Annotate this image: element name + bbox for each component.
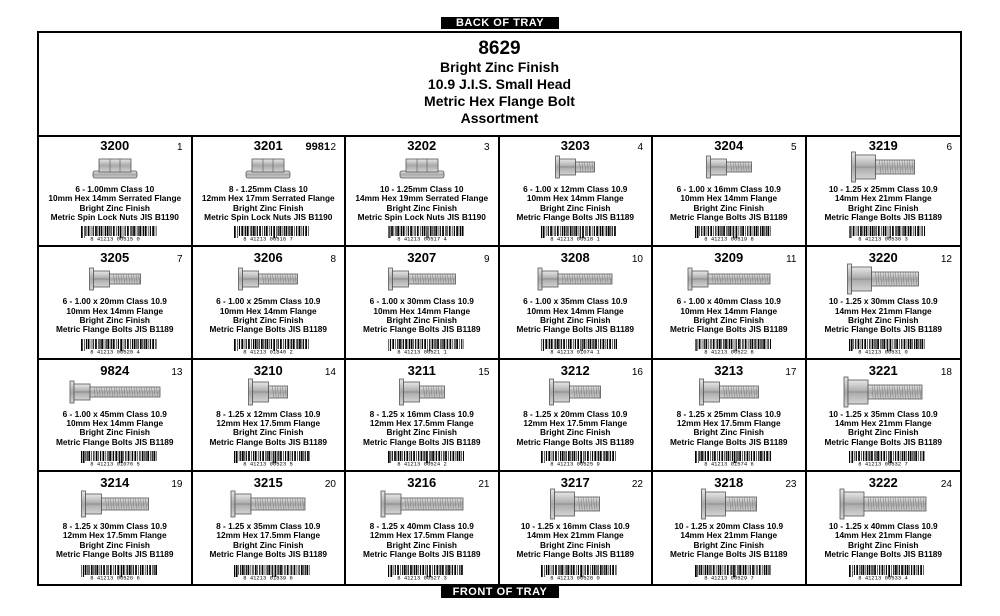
flange-nut-image xyxy=(39,151,191,183)
part-description xyxy=(502,185,650,223)
compartment-3221 xyxy=(807,360,961,472)
description-line: Bright Zinc Finish xyxy=(232,427,304,438)
part-number: 3216 xyxy=(407,474,437,490)
barcode xyxy=(226,565,310,580)
description-line: 14mm Hex 21mm Flange xyxy=(834,193,932,204)
description-line: Bright Zinc Finish xyxy=(386,427,458,438)
description-line: 8 - 1.25 x 16mm Class 10.9 xyxy=(369,408,474,419)
flange-bolt-image xyxy=(193,376,345,408)
compartment-index: 19 xyxy=(171,478,183,490)
flange-bolt-image xyxy=(346,488,498,520)
description-line: 6 - 1.00 x 30mm Class 10.9 xyxy=(369,296,474,307)
title-line-assortment: Assortment xyxy=(460,110,539,126)
description-line: 12mm Hex 17.5mm Flange xyxy=(369,530,474,541)
description-line: 12mm Hex 17.5mm Flange xyxy=(216,417,321,428)
description-line: Metric Flange Bolts JIS B1189 xyxy=(362,436,481,447)
description-line: 10 - 1.25 x 25mm Class 10.9 xyxy=(828,184,938,194)
upc-code: 8 41213 00525 9 xyxy=(550,460,601,466)
description-line: 14mm Hex 19mm Serrated Flange xyxy=(355,193,489,204)
compartment-3204 xyxy=(653,135,807,247)
compartment-index: 17 xyxy=(785,366,797,378)
barcode xyxy=(380,339,464,354)
part-number: 3210 xyxy=(253,362,283,378)
barcode xyxy=(226,226,310,241)
flange-nut-image xyxy=(346,151,498,183)
description-line: 14mm Hex 21mm Flange xyxy=(834,530,932,541)
barcode xyxy=(533,339,617,354)
upc-code: 8 41213 00520 4 xyxy=(89,348,140,354)
barcode xyxy=(73,226,157,241)
description-line: Bright Zinc Finish xyxy=(847,315,919,326)
description-line: 6 - 1.00 x 45mm Class 10.9 xyxy=(62,408,167,419)
compartment-3218 xyxy=(653,472,807,584)
title-line-grade: 10.9 J.I.S. Small Head xyxy=(427,76,572,92)
compartment-3210 xyxy=(193,360,347,472)
description-line: 8 - 1.25 x 30mm Class 10.9 xyxy=(62,520,167,531)
part-description xyxy=(348,297,496,335)
description-line: Bright Zinc Finish xyxy=(847,539,919,550)
barcode xyxy=(533,451,617,466)
part-number: 3201 xyxy=(253,138,283,153)
description-line: 14mm Hex 21mm Flange xyxy=(526,530,624,541)
barcode xyxy=(380,451,464,466)
assortment-number: 8629 xyxy=(478,38,521,59)
barcode xyxy=(687,565,771,580)
description-line: Metric Flange Bolts JIS B1189 xyxy=(55,436,174,447)
part-number: 3221 xyxy=(868,362,898,378)
description-line: Bright Zinc Finish xyxy=(79,427,151,438)
compartment-3222 xyxy=(807,472,961,584)
compartment-3211 xyxy=(346,360,500,472)
description-line: Metric Flange Bolts JIS B1189 xyxy=(669,436,788,447)
compartment-index: 13 xyxy=(171,366,183,378)
compartment-3213 xyxy=(653,360,807,472)
barcode xyxy=(226,339,310,354)
compartment-index: 24 xyxy=(940,478,952,490)
compartment-index: 11 xyxy=(786,254,797,266)
description-line: 10mm Hex 14mm Flange xyxy=(680,193,778,204)
part-number: 3202 xyxy=(407,138,437,153)
compartment-3219 xyxy=(807,135,961,247)
compartment-3200 xyxy=(39,135,193,247)
upc-code: 8 41213 00529 7 xyxy=(703,574,754,580)
description-line: 8 - 1.25 x 35mm Class 10.9 xyxy=(216,520,321,531)
flange-bolt-image xyxy=(193,263,345,295)
title-line-finish: Bright Zinc Finish xyxy=(440,59,559,75)
barcode xyxy=(687,339,771,354)
description-line: Metric Flange Bolts JIS B1189 xyxy=(516,324,635,335)
description-line: 10 - 1.25 x 20mm Class 10.9 xyxy=(674,520,784,531)
description-line: Bright Zinc Finish xyxy=(693,539,765,550)
title-line-product: Metric Hex Flange Bolt xyxy=(424,93,575,109)
barcode xyxy=(687,226,771,241)
barcode xyxy=(841,451,925,466)
flange-bolt-image xyxy=(807,376,961,408)
description-line: Metric Flange Bolts JIS B1189 xyxy=(55,324,174,335)
compartment-index: 4 xyxy=(637,142,643,153)
compartment-index: 10 xyxy=(631,254,643,266)
part-number: 3212 xyxy=(560,362,590,378)
compartment-index: 21 xyxy=(478,478,490,490)
compartment-index: 9 xyxy=(483,254,490,266)
description-line: Bright Zinc Finish xyxy=(539,202,611,213)
compartment-3207 xyxy=(346,247,500,359)
part-description xyxy=(809,185,959,223)
part-description xyxy=(809,410,959,448)
barcode xyxy=(841,226,925,241)
part-description xyxy=(195,185,343,223)
barcode xyxy=(841,339,925,354)
compartment-index: 2 xyxy=(330,142,336,153)
description-line: 12mm Hex 17.5mm Flange xyxy=(216,530,321,541)
upc-code: 8 41213 01074 1 xyxy=(550,348,601,354)
part-description xyxy=(809,297,959,335)
part-description xyxy=(195,297,343,335)
description-line: Metric Flange Bolts JIS B1189 xyxy=(824,212,943,223)
barcode xyxy=(226,451,310,466)
description-line: 10 - 1.25 x 35mm Class 10.9 xyxy=(828,408,938,419)
description-line: Metric Flange Bolts JIS B1189 xyxy=(669,212,788,223)
description-line: Bright Zinc Finish xyxy=(79,315,151,326)
description-line: Metric Flange Bolts JIS B1189 xyxy=(824,548,943,559)
upc-code: 8 41213 00528 0 xyxy=(550,574,601,580)
description-line: Bright Zinc Finish xyxy=(847,202,919,213)
part-description xyxy=(655,522,803,560)
compartment-3212 xyxy=(500,360,654,472)
part-description xyxy=(195,410,343,448)
description-line: Metric Flange Bolts JIS B1189 xyxy=(362,548,481,559)
part-number: 3205 xyxy=(100,250,130,266)
compartment-3214 xyxy=(39,472,193,584)
upc-code: 8 41213 00526 6 xyxy=(89,574,140,580)
upc-code: 8 41213 01574 6 xyxy=(703,460,754,466)
description-line: 10mm Hex 14mm Flange xyxy=(526,305,624,316)
description-line: 8 - 1.25 x 25mm Class 10.9 xyxy=(676,408,781,419)
part-description xyxy=(348,522,496,560)
description-line: 8 - 1.25 x 20mm Class 10.9 xyxy=(523,408,628,419)
barcode xyxy=(533,565,617,580)
compartment-3201 xyxy=(193,135,347,247)
description-line: Metric Flange Bolts JIS B1189 xyxy=(516,436,635,447)
compartment-index: 7 xyxy=(176,254,183,266)
compartment-3205 xyxy=(39,247,193,359)
upc-code: 8 41213 00530 3 xyxy=(858,235,909,242)
compartment-index: 23 xyxy=(785,478,797,490)
compartment-3206 xyxy=(193,247,347,359)
description-line: 6 - 1.00 x 35mm Class 10.9 xyxy=(523,296,628,307)
upc-code: 8 41213 00517 4 xyxy=(396,235,447,242)
description-line: Metric Flange Bolts JIS B1189 xyxy=(516,212,635,223)
part-description xyxy=(655,410,803,448)
flange-bolt-image xyxy=(653,263,805,295)
tray-header xyxy=(39,33,960,137)
flange-bolt-image xyxy=(807,151,961,183)
description-line: 6 - 1.00mm Class 10 xyxy=(75,184,155,194)
description-line: Metric Flange Bolts JIS B1189 xyxy=(669,548,788,559)
extra-part-number: 9981 xyxy=(305,141,330,153)
upc-code: 8 41213 01839 6 xyxy=(243,574,294,580)
description-line: 6 - 1.00 x 16mm Class 10.9 xyxy=(676,184,781,194)
compartment-3203 xyxy=(500,135,654,247)
compartment-3215 xyxy=(193,472,347,584)
description-line: Metric Flange Bolts JIS B1189 xyxy=(209,436,328,447)
front-of-tray-label: FRONT OF TRAY xyxy=(441,586,559,598)
upc-code: 8 41213 00533 4 xyxy=(858,574,909,580)
flange-bolt-image xyxy=(500,376,652,408)
description-line: Bright Zinc Finish xyxy=(232,202,304,213)
part-description xyxy=(41,410,189,448)
flange-bolt-image xyxy=(39,488,191,520)
description-line: 6 - 1.00 x 25mm Class 10.9 xyxy=(216,296,321,307)
upc-code: 8 41213 00521 1 xyxy=(396,348,447,354)
flange-bolt-image xyxy=(39,263,191,295)
description-line: Bright Zinc Finish xyxy=(847,427,919,438)
description-line: 12mm Hex 17.5mm Flange xyxy=(62,530,167,541)
description-line: Bright Zinc Finish xyxy=(79,202,151,213)
barcode xyxy=(73,339,157,354)
description-line: Bright Zinc Finish xyxy=(539,427,611,438)
description-line: Metric Spin Lock Nuts JIS B1190 xyxy=(357,212,486,223)
flange-bolt-image xyxy=(500,263,652,295)
description-line: 6 - 1.00 x 40mm Class 10.9 xyxy=(676,296,781,307)
upc-code: 8 41213 00518 1 xyxy=(550,235,601,242)
part-number: 3206 xyxy=(253,250,283,266)
compartment-index: 20 xyxy=(324,478,336,490)
compartment-3202 xyxy=(346,135,500,247)
description-line: Bright Zinc Finish xyxy=(386,315,458,326)
flange-bolt-image xyxy=(500,488,652,520)
compartment-index: 16 xyxy=(631,366,643,378)
description-line: 14mm Hex 21mm Flange xyxy=(834,305,932,316)
flange-bolt-image xyxy=(653,151,805,183)
part-description xyxy=(502,410,650,448)
flange-bolt-image xyxy=(807,488,961,520)
part-description xyxy=(41,522,189,560)
part-number: 3203 xyxy=(560,138,590,153)
part-number: 3211 xyxy=(407,362,436,378)
description-line: 12mm Hex 17.5mm Flange xyxy=(523,417,628,428)
description-line: 10 - 1.25 x 40mm Class 10.9 xyxy=(828,520,938,531)
description-line: 8 - 1.25 x 12mm Class 10.9 xyxy=(216,408,321,419)
description-line: 6 - 1.00 x 12mm Class 10.9 xyxy=(523,184,628,194)
part-description xyxy=(41,297,189,335)
part-number: 3214 xyxy=(100,474,130,490)
compartment-index: 8 xyxy=(330,254,336,266)
description-line: 10mm Hex 14mm Flange xyxy=(66,305,164,316)
barcode xyxy=(687,451,771,466)
part-description xyxy=(809,522,959,560)
barcode xyxy=(73,451,157,466)
upc-code: 8 41213 00515 0 xyxy=(89,235,140,242)
description-line: Metric Flange Bolts JIS B1189 xyxy=(209,324,328,335)
part-description xyxy=(348,185,496,223)
description-line: 10 - 1.25mm Class 10 xyxy=(380,184,464,194)
description-line: 14mm Hex 21mm Flange xyxy=(680,530,778,541)
description-line: Bright Zinc Finish xyxy=(539,315,611,326)
compartment-index: 1 xyxy=(176,142,183,153)
flange-bolt-image xyxy=(346,376,498,408)
barcode xyxy=(73,565,157,580)
part-number: 3222 xyxy=(868,474,898,490)
description-line: 10 - 1.25 x 30mm Class 10.9 xyxy=(828,296,938,307)
compartment-3220 xyxy=(807,247,961,359)
part-number: 3207 xyxy=(407,250,437,266)
part-description xyxy=(195,522,343,560)
description-line: 10 - 1.25 x 16mm Class 10.9 xyxy=(520,520,630,531)
part-number: 3208 xyxy=(560,250,590,266)
part-description xyxy=(348,410,496,448)
description-line: Metric Spin Lock Nuts JIS B1190 xyxy=(50,212,179,223)
description-line: Bright Zinc Finish xyxy=(232,315,304,326)
upc-code: 8 41213 00516 7 xyxy=(243,235,294,242)
part-number: 3218 xyxy=(714,474,744,490)
flange-bolt-image xyxy=(653,376,805,408)
flange-bolt-image xyxy=(193,488,345,520)
part-number: 3217 xyxy=(560,474,590,490)
description-line: Metric Spin Lock Nuts JIS B1190 xyxy=(204,212,333,223)
compartment-index: 18 xyxy=(940,366,952,378)
description-line: Metric Flange Bolts JIS B1189 xyxy=(362,324,481,335)
description-line: 10mm Hex 14mm Flange xyxy=(526,193,624,204)
compartment-index: 6 xyxy=(946,142,952,153)
compartment-3217 xyxy=(500,472,654,584)
flange-bolt-image xyxy=(346,263,498,295)
barcode xyxy=(380,565,464,580)
description-line: 14mm Hex 21mm Flange xyxy=(834,417,932,428)
compartment-index: 22 xyxy=(631,478,643,490)
description-line: 8 - 1.25 x 40mm Class 10.9 xyxy=(369,520,474,531)
upc-code: 8 41213 00527 3 xyxy=(396,574,447,580)
part-number: 3200 xyxy=(100,138,130,153)
description-line: Bright Zinc Finish xyxy=(539,539,611,550)
description-line: 12mm Hex 17mm Serrated Flange xyxy=(201,193,335,204)
tray-layout xyxy=(37,31,962,586)
description-line: Metric Flange Bolts JIS B1189 xyxy=(669,324,788,335)
back-of-tray-label: BACK OF TRAY xyxy=(441,17,559,29)
upc-code: 8 41213 00523 5 xyxy=(243,460,294,466)
flange-bolt-image xyxy=(500,151,652,183)
description-line: Metric Flange Bolts JIS B1189 xyxy=(824,436,943,447)
barcode xyxy=(841,565,925,580)
description-line: Metric Flange Bolts JIS B1189 xyxy=(824,324,943,335)
description-line: Bright Zinc Finish xyxy=(693,427,765,438)
part-number: 3213 xyxy=(714,362,744,378)
part-number: 3219 xyxy=(868,138,898,153)
description-line: Bright Zinc Finish xyxy=(232,539,304,550)
part-description xyxy=(655,185,803,223)
description-line: Metric Flange Bolts JIS B1189 xyxy=(55,548,174,559)
compartment-3216 xyxy=(346,472,500,584)
description-line: Metric Flange Bolts JIS B1189 xyxy=(209,548,328,559)
compartment-3209 xyxy=(653,247,807,359)
upc-code: 8 41213 00519 8 xyxy=(703,235,754,242)
part-number: 3204 xyxy=(714,138,744,153)
description-line: 10mm Hex 14mm Serrated Flange xyxy=(48,193,182,204)
description-line: 12mm Hex 17.5mm Flange xyxy=(369,417,474,428)
barcode xyxy=(380,226,464,241)
description-line: Bright Zinc Finish xyxy=(386,202,458,213)
part-description xyxy=(41,185,189,223)
description-line: Metric Flange Bolts JIS B1189 xyxy=(516,548,635,559)
description-line: 6 - 1.00 x 20mm Class 10.9 xyxy=(62,296,167,307)
upc-code: 8 41213 01076 5 xyxy=(89,460,140,466)
flange-nut-image xyxy=(193,151,345,183)
upc-code: 8 41213 00531 0 xyxy=(858,348,909,354)
part-description xyxy=(502,522,650,560)
upc-code: 8 41213 00524 2 xyxy=(396,460,447,466)
description-line: 10mm Hex 14mm Flange xyxy=(219,305,317,316)
part-number: 3220 xyxy=(868,250,898,266)
flange-bolt-image xyxy=(807,263,961,295)
compartment-3208 xyxy=(500,247,654,359)
compartment-index: 12 xyxy=(940,254,952,266)
flange-bolt-image xyxy=(39,376,191,408)
description-line: Bright Zinc Finish xyxy=(693,315,765,326)
compartment-index: 15 xyxy=(478,366,490,378)
flange-bolt-image xyxy=(653,488,805,520)
upc-code: 8 41213 00532 7 xyxy=(858,460,909,466)
upc-code: 8 41213 01840 2 xyxy=(243,348,294,354)
description-line: 10mm Hex 14mm Flange xyxy=(66,417,164,428)
compartment-grid xyxy=(39,135,960,584)
part-description xyxy=(502,297,650,335)
description-line: 12mm Hex 17.5mm Flange xyxy=(676,417,781,428)
description-line: 10mm Hex 14mm Flange xyxy=(373,305,471,316)
description-line: Bright Zinc Finish xyxy=(386,539,458,550)
compartment-index: 14 xyxy=(324,366,336,378)
compartment-index: 3 xyxy=(483,142,490,153)
part-description xyxy=(655,297,803,335)
compartment-9824 xyxy=(39,360,193,472)
description-line: 8 - 1.25mm Class 10 xyxy=(228,184,308,194)
part-number: 3215 xyxy=(253,474,283,490)
part-number: 9824 xyxy=(100,362,130,378)
barcode xyxy=(533,226,617,241)
description-line: Bright Zinc Finish xyxy=(693,202,765,213)
description-line: Bright Zinc Finish xyxy=(79,539,151,550)
upc-code: 8 41213 00522 8 xyxy=(703,348,754,354)
description-line: 10mm Hex 14mm Flange xyxy=(680,305,778,316)
compartment-index: 5 xyxy=(790,142,797,153)
part-number: 3209 xyxy=(714,250,744,266)
